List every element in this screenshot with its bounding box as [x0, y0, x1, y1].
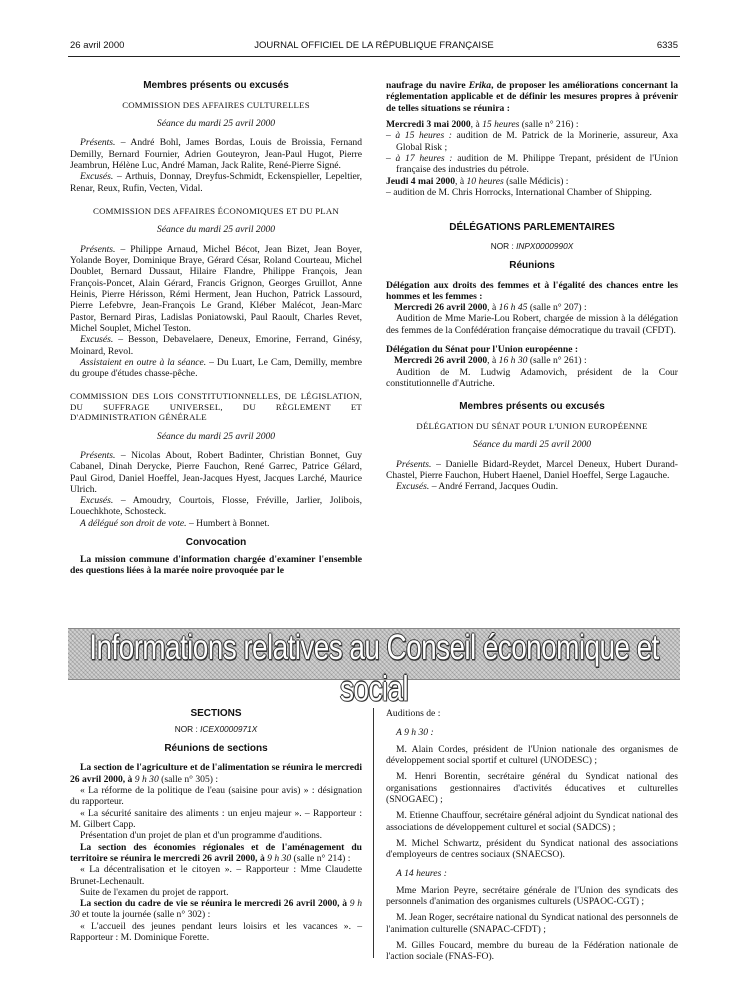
- mission-continuation: naufrage du navire Erika, de proposer les améliorations concernant la réglementation applicable et de définir les mesures propres à prévenir de telles situations se réunira :: [386, 80, 679, 114]
- conseil-economique-banner: [68, 627, 680, 709]
- audition-item: M. Michel Schwartz, président du Syndicat national des associations d'employeurs de centres sociaux (SNAECSO).: [386, 837, 678, 861]
- right-column: [386, 80, 678, 493]
- section-agriculture: La section de l'agriculture et de l'alimentation se réunira le mercredi 26 avril 2000, à 9 h 30 (salle n° 305) :: [70, 762, 362, 785]
- delegation-ue-title: DÉLÉGATION DU SÉNAT POUR L'UNION EUROPÉENNE: [416, 421, 648, 432]
- reunions-sections-title: Réunions de sections: [164, 742, 268, 754]
- commission-lois-title: COMMISSION DES LOIS CONSTITUTIONNELLES, DE LÉGISLATION, DU SUFFRAGE UNIVERSEL, DU RÈGLEMENT ET D'ADMINISTRATION GÉNÉRALE: [70, 391, 362, 423]
- audition-item: M. Jean Roger, secrétaire national du Syndicat national des personnels de l'animation culturelle (SNAPAC-CFDT) ;: [386, 912, 679, 935]
- page-header: [70, 40, 678, 54]
- meeting-date-line: Mercredi 26 avril 2000, à 16 h 45 (salle n° 207) :: [394, 302, 587, 314]
- audition-paragraph: Audition de Mme Marie-Lou Robert, chargée de mission à la délégation des femmes de la Confédération française démocratique du travail (CFDT).: [386, 313, 678, 336]
- agenda-item: « L'accueil des jeunes pendant leurs loisirs et les vacances ». – Rapporteur : M. Dominique Forette.: [70, 920, 362, 944]
- header-date: 26 avril 2000: [70, 40, 125, 51]
- excuses-paragraph: Excusés. – André Ferrand, Jacques Oudin.: [396, 481, 558, 493]
- audition-item: M. Etienne Chauffour, secrétaire général adjoint du Syndicat national des associations de développement culturel et social (SADCS) ;: [386, 810, 678, 833]
- audition-time: A 9 h 30 :: [396, 727, 434, 739]
- audition-item: Mme Marion Peyre, secrétaire générale de l'Union des syndicats des personnels d'animation des organismes culturels (USPAOC-CGT) ;: [386, 884, 678, 908]
- section-cadre-de-vie: La section du cadre de vie se réunira le mercredi 26 avril 2000, à 9 h 30 et toute la journée (salle n° 302) :: [70, 898, 363, 921]
- bottom-right-column: [386, 708, 678, 963]
- seance-date: Séance du mardi 25 avril 2000: [472, 439, 592, 451]
- commission-economiques-title: COMMISSION DES AFFAIRES ÉCONOMIQUES ET DU PLAN: [93, 206, 339, 217]
- membres-title: Membres présents ou excusés: [459, 401, 605, 413]
- seance-date: Séance du mardi 25 avril 2000: [156, 118, 276, 130]
- audition-item: M. Henri Borentin, secrétaire général du Syndicat national des organisations gestionnaires d'activités éducatives et culturelles (SNOGAEC) ;: [386, 771, 678, 805]
- audition-item: M. Alain Cordes, président de l'Union nationale des organismes de développement social sportif et culturel (UNODESC) ;: [386, 743, 678, 766]
- agenda-item: – à 17 heures : audition de M. Philippe Trepant, président de l'Union française des industries du pétrole.: [386, 152, 678, 176]
- meeting-date-line: Jeudi 4 mai 2000, à 10 heures (salle Médicis) :: [386, 175, 569, 187]
- auditions-label: Auditions de :: [386, 708, 441, 719]
- membres-title: Membres présents ou excusés: [143, 80, 289, 91]
- audition-time: A 14 heures :: [396, 868, 447, 880]
- sections-title: SECTIONS: [190, 708, 242, 719]
- presents-paragraph: Présents. – André Bohl, James Bordas, Louis de Broissia, Fernand Demilly, Bernard Fournier, Adrien Gouteyron, Jean-Paul Hugot, Pierre Jeambrun, Hélène Luc, André Maman, Jack Ralite, René-Pierre Signé.: [70, 137, 362, 172]
- excuses-paragraph: Excusés. – Besson, Debavelaere, Deneux, Emorine, Ferrand, Ginésy, Moinard, Revol.: [70, 334, 362, 357]
- seance-date: Séance du mardi 25 avril 2000: [156, 430, 276, 442]
- delegation-title: Délégation aux droits des femmes et à l'égalité des chances entre les hommes et les femmes :: [386, 279, 678, 302]
- meeting-date-line: Mercredi 26 avril 2000, à 16 h 30 (salle n° 261) :: [394, 355, 587, 367]
- agenda-item: « La réforme de la politique de l'eau (saisine pour avis) » : désignation du rapporteur.: [70, 785, 362, 808]
- nor-reference: NOR : ICEX0000971X: [174, 723, 258, 734]
- bottom-left-column: [70, 708, 362, 943]
- reunions-title: Réunions: [509, 259, 555, 271]
- excuses-paragraph: Excusés. – Amoudry, Courtois, Flosse, Fréville, Jarlier, Jolibois, Louechkhote, Schosteck.: [70, 495, 362, 518]
- presents-paragraph: Présents. – Danielle Bidard-Reydet, Marcel Deneux, Hubert Durand-Chastel, Pierre Fauchon, Hubert Haenel, Daniel Hoeffel, Serge Lagauche.: [386, 458, 678, 482]
- header-page-number: 6335: [656, 40, 678, 51]
- nor-reference: NOR : INPX0000990X: [490, 240, 574, 251]
- convocation-title: Convocation: [185, 537, 247, 549]
- left-column: [70, 80, 362, 577]
- commission-culturelles-title: COMMISSION DES AFFAIRES CULTURELLES: [122, 99, 310, 110]
- assistaient-paragraph: Assistaient en outre à la séance. – Du Luart, Le Cam, Demilly, membre du groupe d'études chasse-pêche.: [70, 356, 362, 380]
- agenda-item: – à 15 heures : audition de M. Patrick de la Morinerie, assureur, Axa Global Risk ;: [386, 130, 678, 153]
- agenda-item: – audition de M. Chris Horrocks, International Chamber of Shipping.: [386, 186, 652, 198]
- banner-title: Informations relatives au Conseil économique et social: [89, 627, 659, 709]
- seance-date: Séance du mardi 25 avril 2000: [156, 224, 276, 236]
- presents-paragraph: Présents. – Nicolas About, Robert Badinter, Christian Bonnet, Guy Cabanel, Dinah Derycke, Pierre Fauchon, René Garrec, Patrice Gélard, Paul Girod, Daniel Hoeffel, Jean-Jacques Hyest, Jacques Larché, Maurice Ulrich.: [70, 449, 362, 495]
- header-journal-title: JOURNAL OFFICIEL DE LA RÉPUBLIQUE FRANÇAISE: [254, 40, 494, 51]
- agenda-item: « La décentralisation et le citoyen ». – Rapporteur : Mme Claudette Brunet-Lechenault.: [70, 864, 362, 887]
- agenda-item: « La sécurité sanitaire des aliments : un enjeu majeur ». – Rapporteur : M. Gilbert Capp.: [70, 807, 362, 830]
- excuses-paragraph: Excusés. – Arthuis, Donnay, Dreyfus-Schmidt, Eckenspieller, Lepeltier, Renar, Reux, Rufin, Vecten, Vidal.: [70, 171, 362, 194]
- audition-paragraph: Audition de M. Ludwig Adamovich, président de la Cour constitutionnelle d'Autriche.: [386, 366, 678, 389]
- presents-paragraph: Présents. – Philippe Arnaud, Michel Bécot, Jean Bizet, Jean Boyer, Yolande Boyer, Dominique Braye, Gérard César, Roland Courteau, Michel Doublet, Bernard Dussaut, Hilaire Flandre, Philippe François, Jean François-Poncet, Alain Gérard, Francis Grignon, Georges Gruillot, Anne Heinis, Pierre Hérisson, Rémi Herment, Jean Huchon, Patrick Lassourd, Pierre Lefebvre, Jean-François Le Grand, Kléber Malécot, Jean-Marc Pastor, Bernard Piras, Ladislas Poniatowski, Paul Raoult, Charles Revet, Michel Souplet, Michel Teston.: [70, 243, 362, 334]
- delegation-title: Délégation du Sénat pour l'Union européenne :: [386, 344, 579, 356]
- header-rule: [68, 56, 680, 57]
- section-economies-regionales: La section des économies régionales et de l'aménagement du territoire se réunira le mercredi 26 avril 2000, à 9 h 30 (salle n° 214) :: [70, 841, 362, 864]
- column-divider: [373, 708, 374, 958]
- convocation-paragraph: La mission commune d'information chargée d'examiner l'ensemble des questions liées à la marée noire provoquée par le: [70, 553, 362, 577]
- meeting-date-line: Mercredi 3 mai 2000, à 15 heures (salle n° 216) :: [386, 118, 579, 130]
- delegations-title: DÉLÉGATIONS PARLEMENTAIRES: [449, 222, 615, 234]
- agenda-item: Suite de l'examen du projet de rapport.: [80, 886, 229, 898]
- audition-item: M. Gilles Foucard, membre du bureau de la Fédération nationale de l'action sociale (FNAS-FO).: [386, 940, 678, 963]
- delegue-paragraph: A délégué son droit de vote. – Humbert à Bonnet.: [80, 517, 270, 529]
- agenda-item: Présentation d'un projet de plan et d'un programme d'auditions.: [80, 830, 323, 842]
